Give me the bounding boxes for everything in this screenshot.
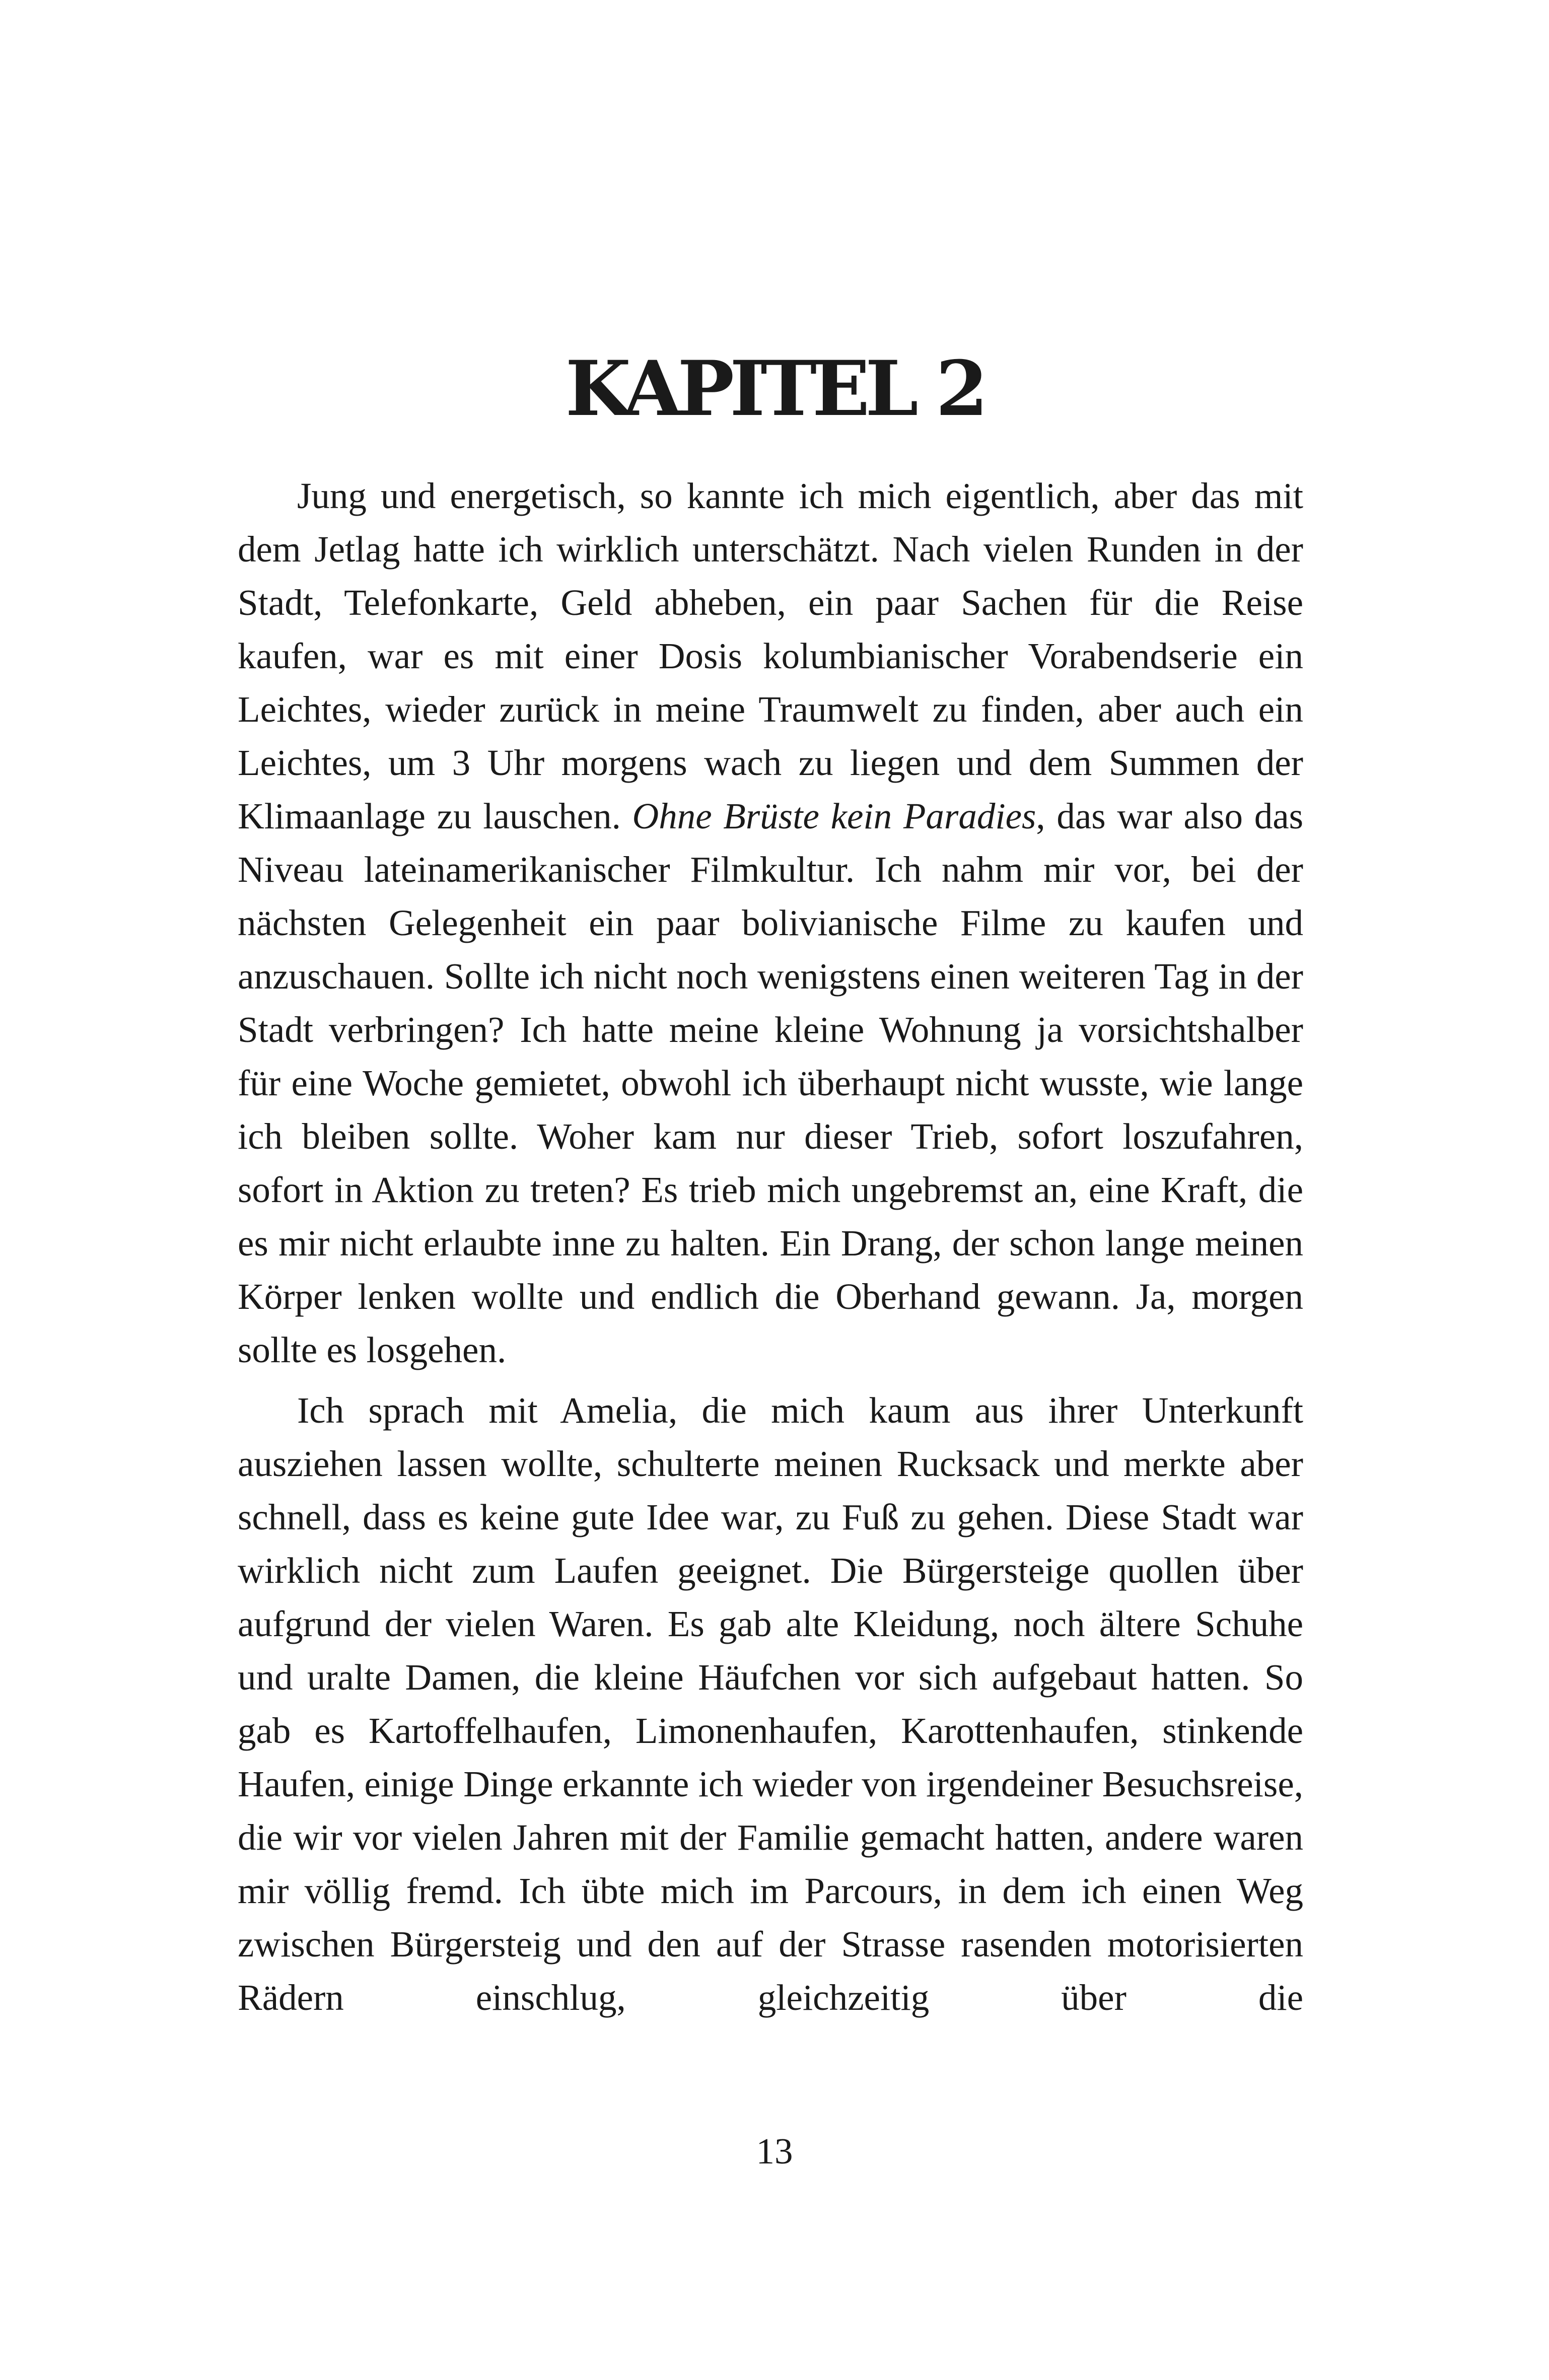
italic-film-title: Ohne Brüste kein Paradies: [632, 796, 1036, 836]
paragraph-2: Ich sprach mit Amelia, die mich kaum aus ihrer Unterkunft ausziehen lassen wollte, schulterte meinen Rucksack und merkte aber schnell, dass es keine gute Idee war, zu Fuß zu gehen. Diese Stadt war wirklich nicht zum Laufen geeignet. Die Bürgersteige quollen über aufgrund der vielen Waren. Es gab alte Kleidung, noch ältere Schuhe und uralte Damen, die kleine Häufchen vor sich aufgebaut hatten. So gab es Kartoffelhaufen, Limonenhaufen, Karottenhaufen, stinkende Haufen, einige Dinge erkannte ich wieder von irgendeiner Besuchsreise, die wir vor vielen Jahren mit der Familie gemacht hatten, andere waren mir völlig fremd. Ich übte mich im Parcours, in dem ich einen Weg zwischen Bürgersteig und den auf der Strasse rasenden motorisierten Rädern einschlug, gleichzeitig über die: [238, 1390, 1303, 2018]
paragraph-1-text-start: Jung und energetisch, so kannte ich mich eigentlich, aber das mit dem Jetlag hatte ich wirklich unterschätzt. Nach vielen Runden in der Stadt, Telefonkarte, Geld abheben, ein paar Sachen für die Reise kaufen, war es mit einer Dosis kolumbianischer Vorabendserie ein Leichtes, wieder zurück in meine Traumwelt zu finden, aber auch ein Leichtes, um 3 Uhr morgens wach zu liegen und dem Summen der Klimaanlage zu lauschen.: [238, 475, 1303, 836]
body-text: [238, 469, 1303, 2024]
paragraph-1: [238, 469, 1303, 1377]
chapter-title: KAPITEL 2: [565, 344, 984, 433]
page-number: 13: [756, 2131, 793, 2172]
paragraph-1-text-end: , das war also das Niveau lateinamerikanischer Filmkultur. Ich nahm mir vor, bei der nächsten Gelegenheit ein paar bolivianische Filme zu kaufen und anzuschauen. Sollte ich nicht noch wenigstens einen weiteren Tag in der Stadt verbringen? Ich hatte meine kleine Wohnung ja vorsichtshalber für eine Woche gemietet, obwohl ich überhaupt nicht wusste, wie lange ich bleiben sollte. Woher kam nur dieser Trieb, sofort loszufahren, sofort in Aktion zu treten? Es trieb mich ungebremst an, eine Kraft, die es mir nicht erlaubte inne zu halten. Ein Drang, der schon lange meinen Körper lenken wollte und endlich die Oberhand gewann. Ja, morgen sollte es losgehen.: [238, 796, 1303, 1370]
